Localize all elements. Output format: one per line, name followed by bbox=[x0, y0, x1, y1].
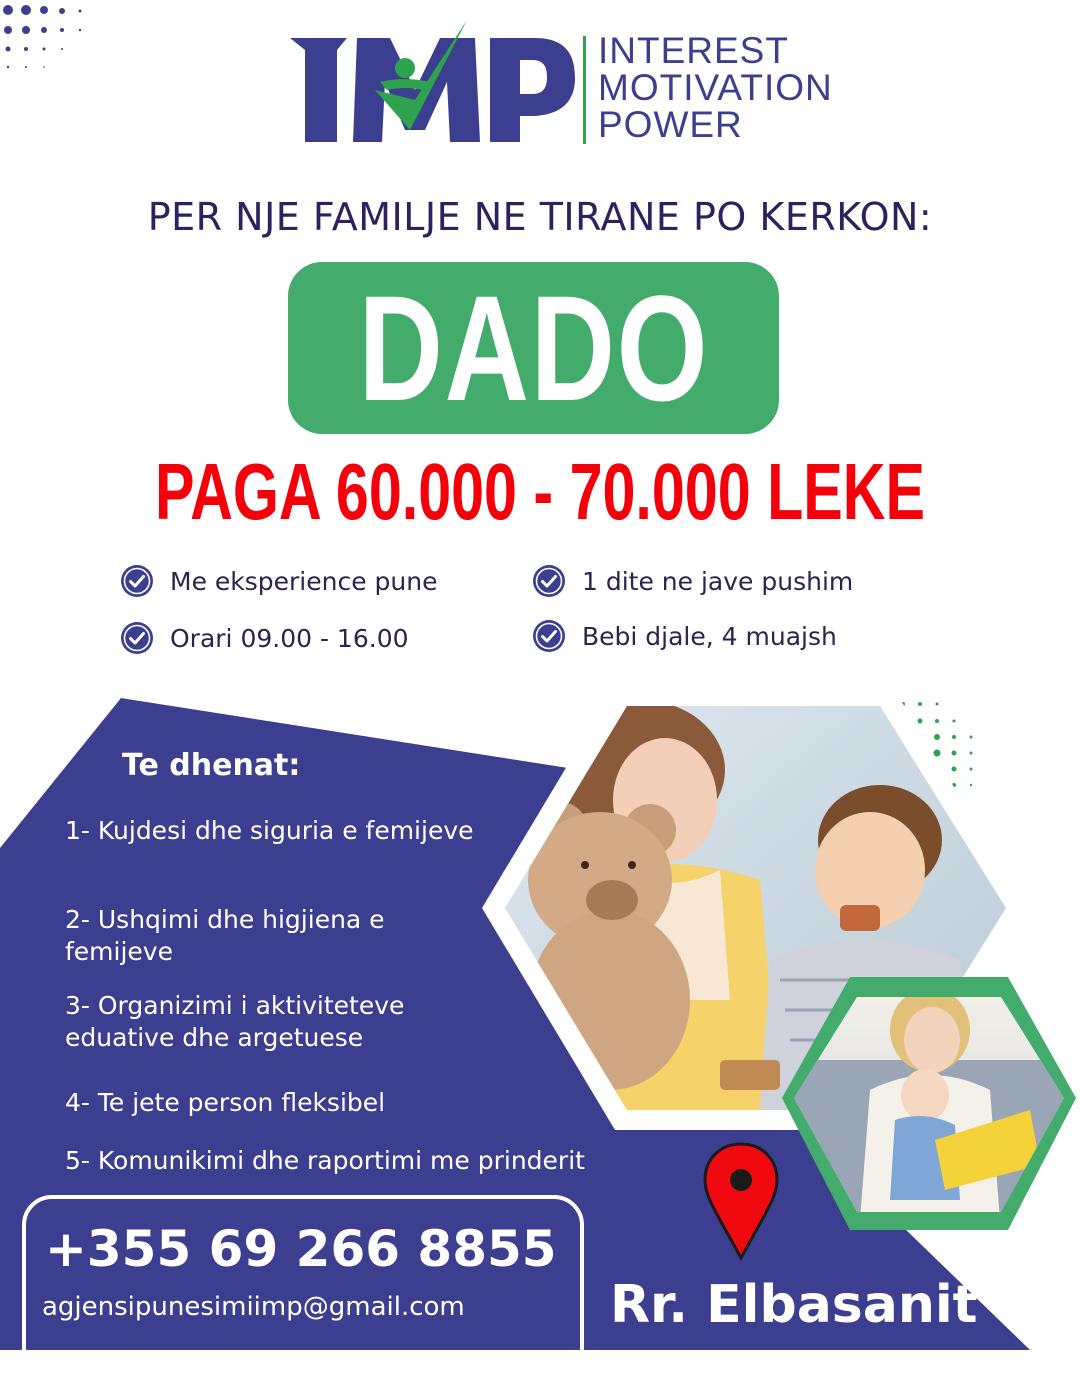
requirement-label: Orari 09.00 - 16.00 bbox=[170, 623, 409, 653]
salary-text: PAGA 60.000 - 70.000 LEKE bbox=[155, 447, 925, 536]
job-title: DADO bbox=[358, 264, 709, 432]
headline: PER NJE FAMILJE NE TIRANE PO KERKON: bbox=[147, 195, 933, 239]
requirement-label: Bebi djale, 4 muajsh bbox=[582, 621, 837, 651]
requirement-label: 1 dite ne jave pushim bbox=[582, 566, 854, 596]
email-address[interactable]: agjensipunesimiimp@gmail.com bbox=[42, 1292, 465, 1322]
logo-line-motivation: MOTIVATION bbox=[598, 67, 833, 108]
detail-item: 5- Komunikimi dhe raportimi me prinderit bbox=[65, 1146, 585, 1175]
address-text: Rr. Elbasanit bbox=[610, 1275, 978, 1335]
requirement-label: Me eksperience pune bbox=[170, 566, 438, 596]
detail-item: 2- Ushqimi dhe higjiena e femijeve bbox=[65, 905, 385, 966]
detail-item: 3- Organizimi i aktiviteteve eduative dhe argetuese bbox=[65, 991, 405, 1052]
logo-line-power: POWER bbox=[598, 104, 743, 145]
detail-item: 4- Te jete person fleksibel bbox=[65, 1088, 386, 1117]
logo-line-interest: INTEREST bbox=[598, 30, 789, 71]
detail-item: 1- Kujdesi dhe siguria e femijeve bbox=[65, 816, 474, 845]
details-title: Te dhenat: bbox=[122, 748, 301, 783]
phone-number[interactable]: +355 69 266 8855 bbox=[45, 1220, 557, 1278]
